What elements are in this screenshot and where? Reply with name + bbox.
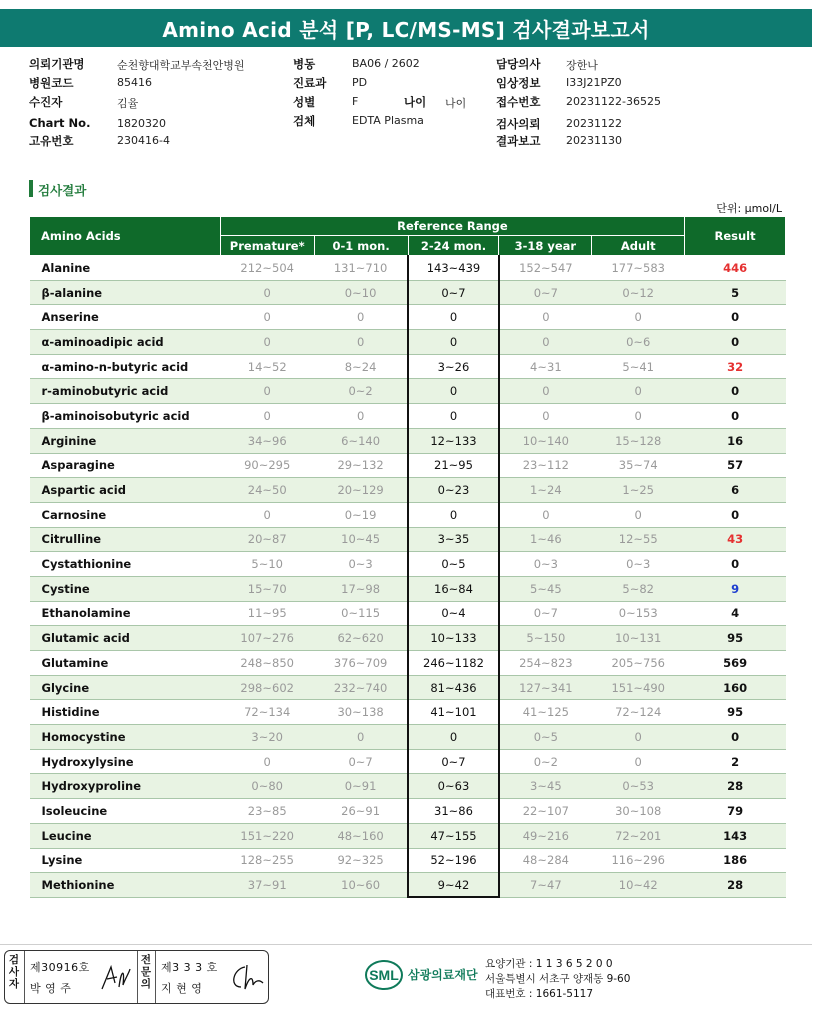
reference-range-cell: 0~53 [592, 774, 685, 799]
reference-range-cell: 0 [408, 305, 499, 330]
reference-range-cell: 0~153 [592, 601, 685, 626]
reference-range-cell: 0~5 [408, 552, 499, 577]
table-row [30, 774, 786, 799]
reference-range-cell: 10~45 [314, 527, 408, 552]
reference-range-cell: 23~112 [499, 453, 592, 478]
col-reference-range: Reference Range [220, 217, 684, 236]
request-value: 20231122 [566, 117, 622, 130]
reference-range-cell: 5~41 [592, 354, 685, 379]
reference-range-cell: 23~85 [220, 799, 314, 824]
reference-range-cell: 0~3 [314, 552, 408, 577]
reference-range-cell: 49~216 [499, 823, 592, 848]
org-address: 서울특별시 서초구 양재동 9-60 [485, 973, 631, 985]
reference-range-cell: 0 [220, 749, 314, 774]
reference-range-cell: 0~63 [408, 774, 499, 799]
table-row [30, 626, 786, 651]
reference-range-cell: 1~46 [499, 527, 592, 552]
amino-acid-name: Glycine [30, 675, 221, 700]
reference-range-cell: 15~70 [220, 576, 314, 601]
amino-acid-name: Lysine [30, 848, 221, 873]
reference-range-cell: 0 [592, 305, 685, 330]
range-header: Premature* [220, 236, 314, 256]
reference-range-cell: 3~45 [499, 774, 592, 799]
result-value: 186 [685, 848, 786, 873]
table-row [30, 552, 786, 577]
amino-acid-name: Isoleucine [30, 799, 221, 824]
result-value: 0 [685, 379, 786, 404]
tester-signature [99, 961, 133, 995]
table-row [30, 428, 786, 453]
signature-box [4, 950, 269, 1004]
reference-range-cell: 0 [314, 330, 408, 355]
amino-acid-name: Methionine [30, 873, 221, 898]
result-value: 95 [685, 700, 786, 725]
clinical-label: 임상정보 [496, 76, 541, 90]
reference-range-cell: 0~7 [408, 280, 499, 305]
reference-range-cell: 12~133 [408, 428, 499, 453]
reference-range-cell: 0 [220, 280, 314, 305]
table-row [30, 725, 786, 750]
reference-range-cell: 3~26 [408, 354, 499, 379]
reference-range-cell: 15~128 [592, 428, 685, 453]
reference-range-cell: 0~3 [592, 552, 685, 577]
reference-range-cell: 10~131 [592, 626, 685, 651]
reference-range-cell: 0 [314, 404, 408, 429]
reference-range-cell: 0 [499, 305, 592, 330]
col-amino-acids: Amino Acids [30, 217, 221, 256]
reference-range-cell: 30~138 [314, 700, 408, 725]
amino-acid-name: β-aminoisobutyric acid [30, 404, 221, 429]
result-value: 143 [685, 823, 786, 848]
reference-range-cell: 5~150 [499, 626, 592, 651]
unique-no-value: 230416-4 [117, 134, 170, 147]
sex-value: F [352, 95, 359, 108]
receipt-label: 접수번호 [496, 95, 541, 109]
reference-range-cell: 107~276 [220, 626, 314, 651]
tester-label: 검사자 [8, 954, 20, 990]
table-row [30, 823, 786, 848]
report-label: 결과보고 [496, 134, 541, 148]
reference-range-cell: 0~115 [314, 601, 408, 626]
reference-range-cell: 5~10 [220, 552, 314, 577]
table-row [30, 502, 786, 527]
reference-range-cell: 24~50 [220, 478, 314, 503]
reference-range-cell: 29~132 [314, 453, 408, 478]
table-row [30, 280, 786, 305]
org-code: 요양기관 : 1 1 3 6 5 2 0 0 [485, 958, 613, 970]
specimen-label: 검체 [293, 114, 316, 128]
result-value: 32 [685, 354, 786, 379]
reference-range-cell: 10~140 [499, 428, 592, 453]
result-value: 57 [685, 453, 786, 478]
reference-range-cell: 3~35 [408, 527, 499, 552]
reference-range-cell: 0~6 [592, 330, 685, 355]
reference-range-cell: 0 [592, 379, 685, 404]
reference-range-cell: 0 [408, 330, 499, 355]
org-phone: 대표번호 : 1661-5117 [485, 988, 594, 1000]
expert-no: 제3 3 3 호 [161, 961, 218, 974]
reference-range-cell: 0 [220, 404, 314, 429]
reference-range-cell: 81~436 [408, 675, 499, 700]
reference-range-cell: 0 [592, 749, 685, 774]
reference-range-cell: 177~583 [592, 256, 685, 281]
reference-range-cell: 0 [592, 404, 685, 429]
result-value: 16 [685, 428, 786, 453]
table-row [30, 848, 786, 873]
reference-range-cell: 152~547 [499, 256, 592, 281]
reference-range-cell: 0~7 [499, 280, 592, 305]
range-header: 3-18 year [499, 236, 592, 256]
section-marker [29, 180, 33, 197]
reference-range-cell: 0~7 [499, 601, 592, 626]
reference-range-cell: 0~2 [499, 749, 592, 774]
reference-range-cell: 11~95 [220, 601, 314, 626]
reference-range-cell: 0 [499, 502, 592, 527]
table-row [30, 799, 786, 824]
table-row [30, 453, 786, 478]
amino-acid-name: α-amino-n-butyric acid [30, 354, 221, 379]
reference-range-cell: 72~124 [592, 700, 685, 725]
reference-range-cell: 128~255 [220, 848, 314, 873]
reference-range-cell: 0~4 [408, 601, 499, 626]
reference-range-cell: 30~108 [592, 799, 685, 824]
org-name: 삼광의료재단 [408, 967, 478, 982]
reference-range-cell: 212~504 [220, 256, 314, 281]
receipt-value: 20231122-36525 [566, 95, 661, 108]
reference-range-cell: 0 [408, 404, 499, 429]
reference-range-cell: 205~756 [592, 651, 685, 676]
table-row [30, 651, 786, 676]
reference-range-cell: 62~620 [314, 626, 408, 651]
unique-no-label: 고유번호 [29, 134, 74, 148]
reference-range-cell: 0 [220, 330, 314, 355]
result-value: 0 [685, 725, 786, 750]
reference-range-cell: 26~91 [314, 799, 408, 824]
reference-range-cell: 0 [592, 725, 685, 750]
reference-range-cell: 52~196 [408, 848, 499, 873]
reference-range-cell: 0~7 [408, 749, 499, 774]
reference-range-cell: 0~2 [314, 379, 408, 404]
reference-range-cell: 0 [220, 379, 314, 404]
table-row [30, 330, 786, 355]
reference-range-cell: 10~60 [314, 873, 408, 898]
reference-range-cell: 0~12 [592, 280, 685, 305]
amino-acid-name: Asparagine [30, 453, 221, 478]
amino-acid-name: β-alanine [30, 280, 221, 305]
table-row [30, 404, 786, 429]
amino-acid-name: r-aminobutyric acid [30, 379, 221, 404]
table-row [30, 379, 786, 404]
reference-range-cell: 0 [592, 502, 685, 527]
reference-range-cell: 0~91 [314, 774, 408, 799]
reference-range-cell: 131~710 [314, 256, 408, 281]
chart-no-label: Chart No. [29, 116, 91, 130]
collector-label: 수진자 [29, 95, 63, 109]
reference-range-cell: 10~42 [592, 873, 685, 898]
reference-range-cell: 0~7 [314, 749, 408, 774]
reference-range-cell: 6~140 [314, 428, 408, 453]
results-table [29, 216, 786, 898]
amino-acid-name: Anserine [30, 305, 221, 330]
reference-range-cell: 0 [408, 502, 499, 527]
expert-signature [227, 961, 265, 995]
reference-range-cell: 0 [499, 330, 592, 355]
table-row [30, 675, 786, 700]
reference-range-cell: 0 [499, 379, 592, 404]
table-row [30, 576, 786, 601]
result-value: 0 [685, 305, 786, 330]
result-value: 4 [685, 601, 786, 626]
reference-range-cell: 90~295 [220, 453, 314, 478]
reference-range-cell: 1~25 [592, 478, 685, 503]
reference-range-cell: 48~160 [314, 823, 408, 848]
result-value: 95 [685, 626, 786, 651]
reference-range-cell: 248~850 [220, 651, 314, 676]
reference-range-cell: 22~107 [499, 799, 592, 824]
reference-range-cell: 10~133 [408, 626, 499, 651]
reference-range-cell: 0~3 [499, 552, 592, 577]
reference-range-cell: 232~740 [314, 675, 408, 700]
reference-range-cell: 48~284 [499, 848, 592, 873]
table-row [30, 256, 786, 281]
tester-name: 박 영 주 [30, 982, 72, 995]
result-value: 0 [685, 502, 786, 527]
table-row [30, 354, 786, 379]
unit-label: 단위: μmol/L [716, 202, 782, 215]
institution-label: 의뢰기관명 [29, 57, 85, 71]
reference-range-cell: 298~602 [220, 675, 314, 700]
amino-acid-name: Citrulline [30, 527, 221, 552]
reference-range-cell: 31~86 [408, 799, 499, 824]
reference-range-cell: 35~74 [592, 453, 685, 478]
reference-range-cell: 72~201 [592, 823, 685, 848]
reference-range-cell: 1~24 [499, 478, 592, 503]
range-header: 2-24 mon. [408, 236, 499, 256]
report-title: Amino Acid 분석 [P, LC/MS-MS] 검사결과보고서 [0, 9, 812, 47]
sml-logo [364, 958, 478, 990]
tester-no: 제30916호 [30, 961, 90, 974]
reference-range-cell: 8~24 [314, 354, 408, 379]
table-row [30, 527, 786, 552]
reference-range-cell: 12~55 [592, 527, 685, 552]
reference-range-cell: 0 [499, 404, 592, 429]
reference-range-cell: 143~439 [408, 256, 499, 281]
reference-range-cell: 0~19 [314, 502, 408, 527]
reference-range-cell: 34~96 [220, 428, 314, 453]
amino-acid-name: Cystathionine [30, 552, 221, 577]
section-title: 검사결과 [38, 183, 87, 198]
amino-acid-name: α-aminoadipic acid [30, 330, 221, 355]
reference-range-cell: 21~95 [408, 453, 499, 478]
reference-range-cell: 14~52 [220, 354, 314, 379]
ward-value: BA06 / 2602 [352, 57, 420, 70]
reference-range-cell: 151~490 [592, 675, 685, 700]
result-value: 28 [685, 873, 786, 898]
reference-range-cell: 0~10 [314, 280, 408, 305]
footer-divider [0, 944, 812, 945]
reference-range-cell: 4~31 [499, 354, 592, 379]
logo-icon [364, 958, 404, 990]
reference-range-cell: 5~82 [592, 576, 685, 601]
reference-range-cell: 0 [220, 502, 314, 527]
reference-range-cell: 20~87 [220, 527, 314, 552]
reference-range-cell: 5~45 [499, 576, 592, 601]
sex-label: 성별 [293, 95, 316, 109]
reference-range-cell: 37~91 [220, 873, 314, 898]
result-value: 0 [685, 552, 786, 577]
reference-range-cell: 127~341 [499, 675, 592, 700]
result-value: 6 [685, 478, 786, 503]
chart-no-value: 1820320 [117, 117, 166, 130]
hospital-code-label: 병원코드 [29, 76, 74, 90]
reference-range-cell: 254~823 [499, 651, 592, 676]
table-row [30, 478, 786, 503]
age-label: 나이 [404, 95, 427, 109]
reference-range-cell: 246~1182 [408, 651, 499, 676]
result-value: 446 [685, 256, 786, 281]
reference-range-cell: 0 [314, 725, 408, 750]
reference-range-cell: 116~296 [592, 848, 685, 873]
dept-value: PD [352, 76, 368, 89]
logo-text: SML [369, 967, 399, 983]
reference-range-cell: 9~42 [408, 873, 499, 898]
result-value: 160 [685, 675, 786, 700]
dept-label: 진료과 [293, 76, 327, 90]
table-row [30, 749, 786, 774]
org-info [485, 957, 630, 1002]
reference-range-cell: 16~84 [408, 576, 499, 601]
reference-range-cell: 17~98 [314, 576, 408, 601]
age-value: 나이 [445, 97, 467, 110]
amino-acid-name: Homocystine [30, 725, 221, 750]
result-value: 79 [685, 799, 786, 824]
amino-acid-name: Leucine [30, 823, 221, 848]
institution-value: 순천향대학교부속천안병원 [117, 59, 245, 72]
reference-range-cell: 72~134 [220, 700, 314, 725]
doctor-label: 담당의사 [496, 57, 541, 71]
specimen-value: EDTA Plasma [352, 114, 424, 127]
amino-acid-name: Carnosine [30, 502, 221, 527]
reference-range-cell: 3~20 [220, 725, 314, 750]
amino-acid-name: Cystine [30, 576, 221, 601]
amino-acid-name: Ethanolamine [30, 601, 221, 626]
result-value: 0 [685, 330, 786, 355]
table-row [30, 873, 786, 898]
reference-range-cell: 0~80 [220, 774, 314, 799]
reference-range-cell: 7~47 [499, 873, 592, 898]
reference-range-cell: 20~129 [314, 478, 408, 503]
table-row [30, 305, 786, 330]
doctor-value: 장한나 [566, 59, 598, 72]
reference-range-cell: 0 [220, 305, 314, 330]
result-value: 28 [685, 774, 786, 799]
amino-acid-name: Alanine [30, 256, 221, 281]
amino-acid-name: Arginine [30, 428, 221, 453]
reference-range-cell: 151~220 [220, 823, 314, 848]
clinical-value: I33J21PZ0 [566, 76, 622, 89]
result-value: 9 [685, 576, 786, 601]
result-value: 43 [685, 527, 786, 552]
range-header: Adult [592, 236, 685, 256]
table-row [30, 601, 786, 626]
report-value: 20231130 [566, 134, 622, 147]
amino-acid-name: Glutamine [30, 651, 221, 676]
reference-range-cell: 0~5 [499, 725, 592, 750]
result-value: 569 [685, 651, 786, 676]
hospital-code-value: 85416 [117, 76, 152, 89]
expert-name: 지 현 영 [161, 982, 203, 995]
reference-range-cell: 376~709 [314, 651, 408, 676]
request-label: 검사의뢰 [496, 117, 541, 131]
reference-range-cell: 0 [314, 305, 408, 330]
amino-acid-name: Hydroxyproline [30, 774, 221, 799]
table-row [30, 700, 786, 725]
result-value: 2 [685, 749, 786, 774]
reference-range-cell: 0 [408, 379, 499, 404]
result-value: 0 [685, 404, 786, 429]
ward-label: 병동 [293, 57, 316, 71]
reference-range-cell: 0~23 [408, 478, 499, 503]
col-result: Result [685, 217, 786, 256]
collector-value: 김율 [117, 97, 139, 110]
reference-range-cell: 47~155 [408, 823, 499, 848]
reference-range-cell: 92~325 [314, 848, 408, 873]
amino-acid-name: Histidine [30, 700, 221, 725]
amino-acid-name: Glutamic acid [30, 626, 221, 651]
expert-label: 전문의 [140, 954, 152, 990]
amino-acid-name: Aspartic acid [30, 478, 221, 503]
range-header: 0-1 mon. [314, 236, 408, 256]
reference-range-cell: 41~101 [408, 700, 499, 725]
amino-acid-name: Hydroxylysine [30, 749, 221, 774]
reference-range-cell: 0 [408, 725, 499, 750]
reference-range-cell: 41~125 [499, 700, 592, 725]
result-value: 5 [685, 280, 786, 305]
